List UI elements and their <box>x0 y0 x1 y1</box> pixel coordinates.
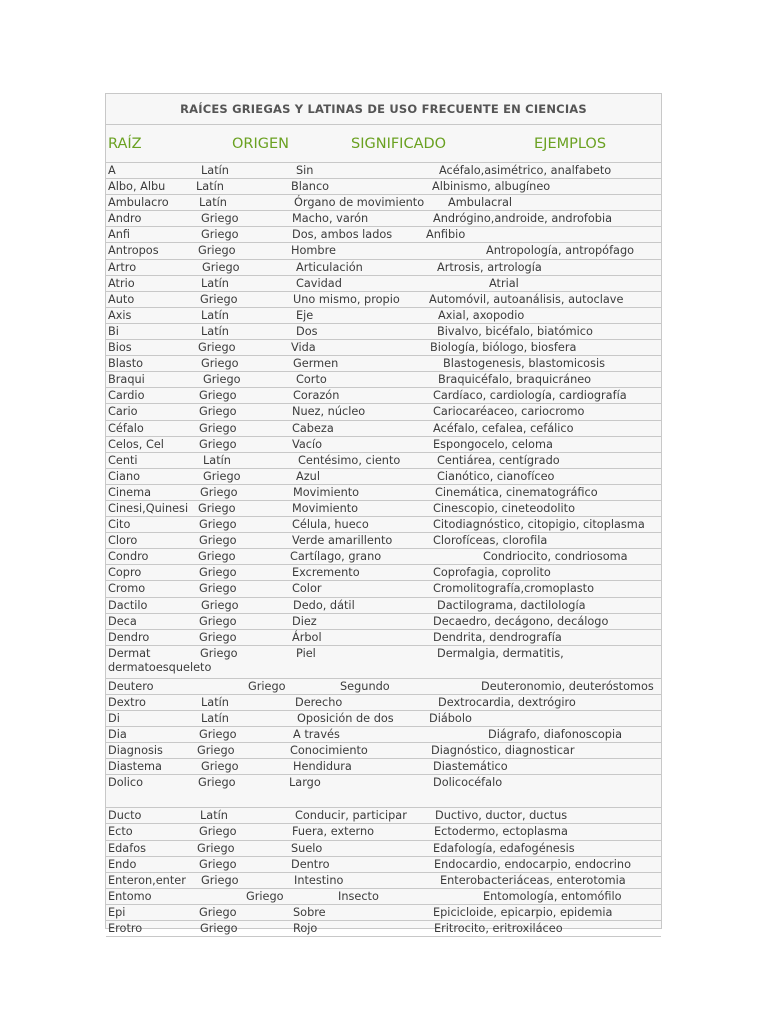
cell-raiz: Diagnosis <box>108 744 163 758</box>
table-row <box>106 808 661 824</box>
cell-significado: Corazón <box>293 389 340 403</box>
cell-raiz: Ciano <box>108 469 141 483</box>
cell-origen: Griego <box>199 825 237 839</box>
cell-origen: Griego <box>201 873 239 887</box>
column-headers <box>106 125 661 163</box>
cell-raiz: Entomo <box>108 889 152 903</box>
cell-origen: Griego <box>200 922 238 936</box>
table-row <box>106 743 661 759</box>
table-row <box>106 630 661 646</box>
cell-ejemplos: Clorofíceas, clorofila <box>433 534 548 548</box>
table-row <box>106 711 661 727</box>
cell-ejemplos: Condriocito, condriosoma <box>483 550 628 564</box>
cell-significado: Movimiento <box>292 501 359 515</box>
cell-raiz: Auto <box>108 292 135 306</box>
cell-significado: Dedo, dátil <box>293 598 355 612</box>
cell-raiz: Deca <box>108 614 137 628</box>
cell-significado: Centésimo, ciento <box>298 453 401 467</box>
cell-origen: Griego <box>246 889 284 903</box>
table-row <box>106 324 661 340</box>
cell-ejemplos: Ectodermo, ectoplasma <box>434 825 568 839</box>
table-row <box>106 501 661 517</box>
cell-ejemplos: Centiárea, centígrado <box>437 453 560 467</box>
cell-raiz: Dia <box>108 728 127 742</box>
cell-ejemplos: Decaedro, decágono, decálogo <box>433 614 609 628</box>
cell-raiz: Deutero <box>108 679 154 693</box>
cell-ejemplos: Epicicloide, epicarpio, epidemia <box>433 905 613 919</box>
cell-ejemplos: Cariocaréaceo, cariocromo <box>433 405 585 419</box>
cell-raiz: Cloro <box>108 534 138 548</box>
cell-raiz-continuation: dermatoesqueleto <box>108 660 212 674</box>
cell-raiz: Atrio <box>108 276 135 290</box>
table-row <box>106 775 661 808</box>
cell-ejemplos: Diágrafo, diafonoscopia <box>488 728 623 742</box>
table-row <box>106 549 661 565</box>
table-row <box>106 759 661 775</box>
table-row <box>106 276 661 292</box>
header-origen: ORIGEN <box>232 136 290 152</box>
cell-ejemplos: Dolicocéfalo <box>433 776 503 790</box>
cell-ejemplos: Biología, biólogo, biosfera <box>430 341 577 355</box>
cell-ejemplos: Edafología, edafogénesis <box>433 841 575 855</box>
table-row <box>106 388 661 404</box>
cell-raiz: Cinesi,Quinesi <box>108 501 189 515</box>
cell-ejemplos: Citodiagnóstico, citopigio, citoplasma <box>433 518 645 532</box>
cell-ejemplos: Anfibio <box>426 228 466 242</box>
cell-raiz: Céfalo <box>108 421 144 435</box>
cell-significado: Largo <box>289 776 321 790</box>
table-row <box>106 292 661 308</box>
cell-raiz: Artro <box>108 260 137 274</box>
cell-significado: Fuera, externo <box>292 825 375 839</box>
cell-origen: Griego <box>199 421 237 435</box>
cell-raiz: Blasto <box>108 357 144 371</box>
cell-raiz: Epi <box>108 905 126 919</box>
table-row <box>106 421 661 437</box>
table-row <box>106 340 661 356</box>
cell-raiz: Ecto <box>108 825 133 839</box>
cell-origen: Latín <box>201 164 229 177</box>
cell-raiz: Cromo <box>108 582 146 596</box>
cell-raiz: Ambulacro <box>108 196 169 210</box>
cell-origen: Latín <box>199 196 227 210</box>
cell-significado: Cavidad <box>296 276 342 290</box>
cell-ejemplos: Cromolitografía,cromoplasto <box>433 582 594 596</box>
cell-significado: Intestino <box>294 873 344 887</box>
cell-raiz: Bios <box>108 341 132 355</box>
cell-significado: A través <box>293 728 340 742</box>
cell-significado: Verde amarillento <box>292 534 393 548</box>
cell-origen: Griego <box>198 341 236 355</box>
cell-ejemplos: Cardíaco, cardiología, cardiografía <box>433 389 627 403</box>
table-row <box>106 517 661 533</box>
cell-significado: Dos <box>296 324 318 338</box>
cell-ejemplos: Entomología, entomófilo <box>483 889 622 903</box>
table-row <box>106 824 661 840</box>
cell-significado: Blanco <box>291 180 330 194</box>
cell-origen: Griego <box>201 760 239 774</box>
cell-significado: Suelo <box>291 841 323 855</box>
cell-origen: Latín <box>201 276 229 290</box>
cell-ejemplos: Andrógino,androide, androfobia <box>433 212 613 226</box>
header-significado: SIGNIFICADO <box>351 136 447 152</box>
table-row <box>106 163 661 179</box>
table-row <box>106 889 661 905</box>
cell-ejemplos: Coprofagia, coprolito <box>433 566 551 580</box>
cell-ejemplos: Cinemática, cinematográfico <box>435 485 598 499</box>
cell-raiz: Edafos <box>108 841 147 855</box>
cell-raiz: Dactilo <box>108 598 148 612</box>
cell-origen: Griego <box>198 776 236 790</box>
cell-significado: Nuez, núcleo <box>292 405 366 419</box>
cell-ejemplos: Dendrita, dendrografía <box>433 630 562 644</box>
roots-table-document <box>105 93 662 936</box>
cell-ejemplos: Enterobacteriáceas, enterotomia <box>440 873 626 887</box>
cell-ejemplos: Endocardio, endocarpio, endocrino <box>434 857 631 871</box>
cell-raiz: Di <box>108 712 120 725</box>
cell-origen: Griego <box>201 598 239 612</box>
cell-significado: Sobre <box>293 905 326 919</box>
cell-raiz: Dermat <box>108 646 151 660</box>
table-row <box>106 179 661 195</box>
cell-origen: Griego <box>199 437 237 451</box>
cell-origen: Griego <box>200 485 238 499</box>
cell-origen: Griego <box>248 679 286 693</box>
cell-origen: Latín <box>201 712 229 725</box>
document-title: RAÍCES GRIEGAS Y LATINAS DE USO FRECUENTE EN CIENCIAS <box>106 94 661 125</box>
cell-ejemplos: Antropología, antropófago <box>486 244 635 258</box>
cell-origen: Griego <box>198 244 236 258</box>
cell-raiz: Condro <box>108 550 149 564</box>
cell-significado: Oposición de dos <box>297 712 394 725</box>
header-ejemplos: EJEMPLOS <box>534 136 607 152</box>
cell-significado: Hombre <box>291 244 336 258</box>
cell-origen: Griego <box>197 841 235 855</box>
cell-significado: Cabeza <box>292 421 334 435</box>
cell-origen: Griego <box>199 405 237 419</box>
cell-origen: Griego <box>199 614 237 628</box>
cell-ejemplos: Dactilograma, dactilología <box>437 598 586 612</box>
cell-raiz: Enteron,enter <box>108 873 186 887</box>
cell-raiz: Erotro <box>108 922 143 936</box>
table-row <box>106 841 661 857</box>
table-row <box>106 469 661 485</box>
cell-origen: Latín <box>201 695 229 709</box>
cell-origen: Griego <box>203 469 241 483</box>
cell-raiz: Copro <box>108 566 142 580</box>
cell-origen: Griego <box>198 501 236 515</box>
cell-ejemplos: Acéfalo, cefalea, cefálico <box>433 421 574 435</box>
cell-ejemplos: Ambulacral <box>448 196 513 210</box>
cell-origen: Latín <box>201 324 229 338</box>
table-row <box>106 581 661 597</box>
cell-raiz: Cario <box>108 405 138 419</box>
table-row <box>106 453 661 469</box>
cell-raiz: Cito <box>108 518 131 532</box>
cell-ejemplos: Cianótico, cianofíceo <box>437 469 555 483</box>
cell-significado: Corto <box>296 373 327 387</box>
table-row <box>106 905 661 921</box>
cell-raiz: Axis <box>108 308 132 322</box>
cell-raiz: Dextro <box>108 695 146 709</box>
cell-raiz: Andro <box>108 212 142 226</box>
cell-significado: Articulación <box>296 260 363 274</box>
cell-ejemplos: Deuteronomio, deuteróstomos <box>481 679 654 693</box>
cell-origen: Griego <box>201 212 239 226</box>
cell-significado: Movimiento <box>293 485 360 499</box>
cell-significado: Hendidura <box>293 760 352 774</box>
cell-raiz: Cinema <box>108 485 152 499</box>
cell-ejemplos: Cinescopio, cineteodolito <box>433 501 575 515</box>
table-row <box>106 485 661 501</box>
cell-raiz: Ducto <box>108 809 142 823</box>
cell-significado: Diez <box>292 614 317 628</box>
table-row <box>106 211 661 227</box>
cell-significado: Vacío <box>292 437 323 451</box>
table-body <box>106 163 661 937</box>
cell-origen: Griego <box>202 260 240 274</box>
cell-origen: Griego <box>199 534 237 548</box>
cell-origen: Griego <box>199 582 237 596</box>
cell-origen: Griego <box>203 373 241 387</box>
cell-raiz: Bi <box>108 324 119 338</box>
table-row <box>106 533 661 549</box>
cell-significado: Uno mismo, propio <box>293 292 400 306</box>
cell-significado: Derecho <box>295 695 343 709</box>
cell-raiz: Braqui <box>108 373 145 387</box>
cell-ejemplos: Espongocelo, celoma <box>433 437 553 451</box>
cell-raiz: Anfi <box>108 228 131 242</box>
cell-origen: Griego <box>198 550 236 564</box>
cell-significado: Segundo <box>340 679 390 693</box>
cell-ejemplos: Diastemático <box>433 760 508 774</box>
table-row <box>106 372 661 388</box>
cell-origen: Griego <box>199 518 237 532</box>
cell-origen: Griego <box>199 630 237 644</box>
cell-origen: Latín <box>201 308 229 322</box>
cell-significado: Árbol <box>292 630 322 644</box>
cell-origen: Griego <box>199 728 237 742</box>
table-row <box>106 243 661 259</box>
table-row <box>106 646 661 679</box>
cell-raiz: Antropos <box>108 244 159 258</box>
cell-origen: Latín <box>200 809 228 823</box>
table-row <box>106 679 661 695</box>
cell-ejemplos: Albinismo, albugíneo <box>432 180 551 194</box>
cell-raiz: Dendro <box>108 630 150 644</box>
cell-significado: Dos, ambos lados <box>292 228 393 242</box>
cell-ejemplos: Atrial <box>489 276 519 290</box>
table-row <box>106 727 661 743</box>
cell-ejemplos: Automóvil, autoanálisis, autoclave <box>429 292 624 306</box>
cell-raiz: Cardio <box>108 389 145 403</box>
cell-raiz: Albo, Albu <box>108 180 166 194</box>
cell-significado: Germen <box>293 357 339 371</box>
cell-origen: Griego <box>199 857 237 871</box>
cell-ejemplos: Axial, axopodio <box>438 308 525 322</box>
cell-raiz: Celos, Cel <box>108 437 164 451</box>
cell-significado: Órgano de movimiento <box>294 196 425 210</box>
cell-significado: Azul <box>296 469 320 483</box>
cell-ejemplos: Blastogenesis, blastomicosis <box>443 357 605 371</box>
cell-ejemplos: Ductivo, ductor, ductus <box>435 809 568 823</box>
table-row <box>106 873 661 889</box>
table-row <box>106 857 661 873</box>
cell-significado: Piel <box>296 646 316 660</box>
cell-ejemplos: Acéfalo,asimétrico, analfabeto <box>439 164 612 177</box>
table-row <box>106 227 661 243</box>
cell-significado: Insecto <box>338 889 379 903</box>
cell-significado: Eje <box>296 308 314 322</box>
cell-significado: Cartílago, grano <box>290 550 382 564</box>
cell-significado: Vida <box>291 341 316 355</box>
cell-significado: Célula, hueco <box>292 518 369 532</box>
cell-ejemplos: Braquicéfalo, braquicráneo <box>438 373 592 387</box>
cell-origen: Latín <box>203 453 231 467</box>
table-row <box>106 921 661 937</box>
cell-significado: Dentro <box>291 857 330 871</box>
table-row <box>106 404 661 420</box>
table-row <box>106 260 661 276</box>
table-row <box>106 598 661 614</box>
cell-origen: Griego <box>201 357 239 371</box>
cell-significado: Conocimiento <box>290 744 368 758</box>
cell-ejemplos: Diábolo <box>429 712 472 725</box>
cell-significado: Color <box>292 582 322 596</box>
cell-raiz: Endo <box>108 857 137 871</box>
cell-origen: Latín <box>196 180 224 194</box>
cell-raiz: Centi <box>108 453 138 467</box>
cell-ejemplos: Eritrocito, eritroxiláceo <box>434 922 563 936</box>
table-row <box>106 437 661 453</box>
cell-ejemplos: Dermalgia, dermatitis, <box>437 646 564 660</box>
cell-ejemplos: Dextrocardia, dextrógiro <box>438 695 576 709</box>
cell-raiz: Diastema <box>108 760 162 774</box>
table-row <box>106 308 661 324</box>
cell-raiz: Dolico <box>108 776 144 790</box>
cell-origen: Griego <box>199 389 237 403</box>
cell-significado: Sin <box>296 164 314 177</box>
header-raiz: RAÍZ <box>108 136 142 152</box>
cell-significado: Macho, varón <box>292 212 369 226</box>
cell-origen: Griego <box>197 744 235 758</box>
cell-origen: Griego <box>200 292 238 306</box>
table-row <box>106 614 661 630</box>
cell-raiz: A <box>108 164 116 177</box>
table-row <box>106 565 661 581</box>
cell-ejemplos: Bivalvo, bicéfalo, biatómico <box>437 324 593 338</box>
cell-significado: Excremento <box>292 566 360 580</box>
cell-significado: Conducir, participar <box>295 809 407 823</box>
cell-origen: Griego <box>199 566 237 580</box>
table-row <box>106 695 661 711</box>
table-row <box>106 195 661 211</box>
table-row <box>106 356 661 372</box>
cell-significado: Rojo <box>293 922 318 936</box>
cell-origen: Griego <box>199 905 237 919</box>
cell-ejemplos: Diagnóstico, diagnosticar <box>431 744 575 758</box>
cell-origen: Griego <box>200 646 238 660</box>
cell-origen: Griego <box>201 228 239 242</box>
cell-ejemplos: Artrosis, artrología <box>437 260 542 274</box>
